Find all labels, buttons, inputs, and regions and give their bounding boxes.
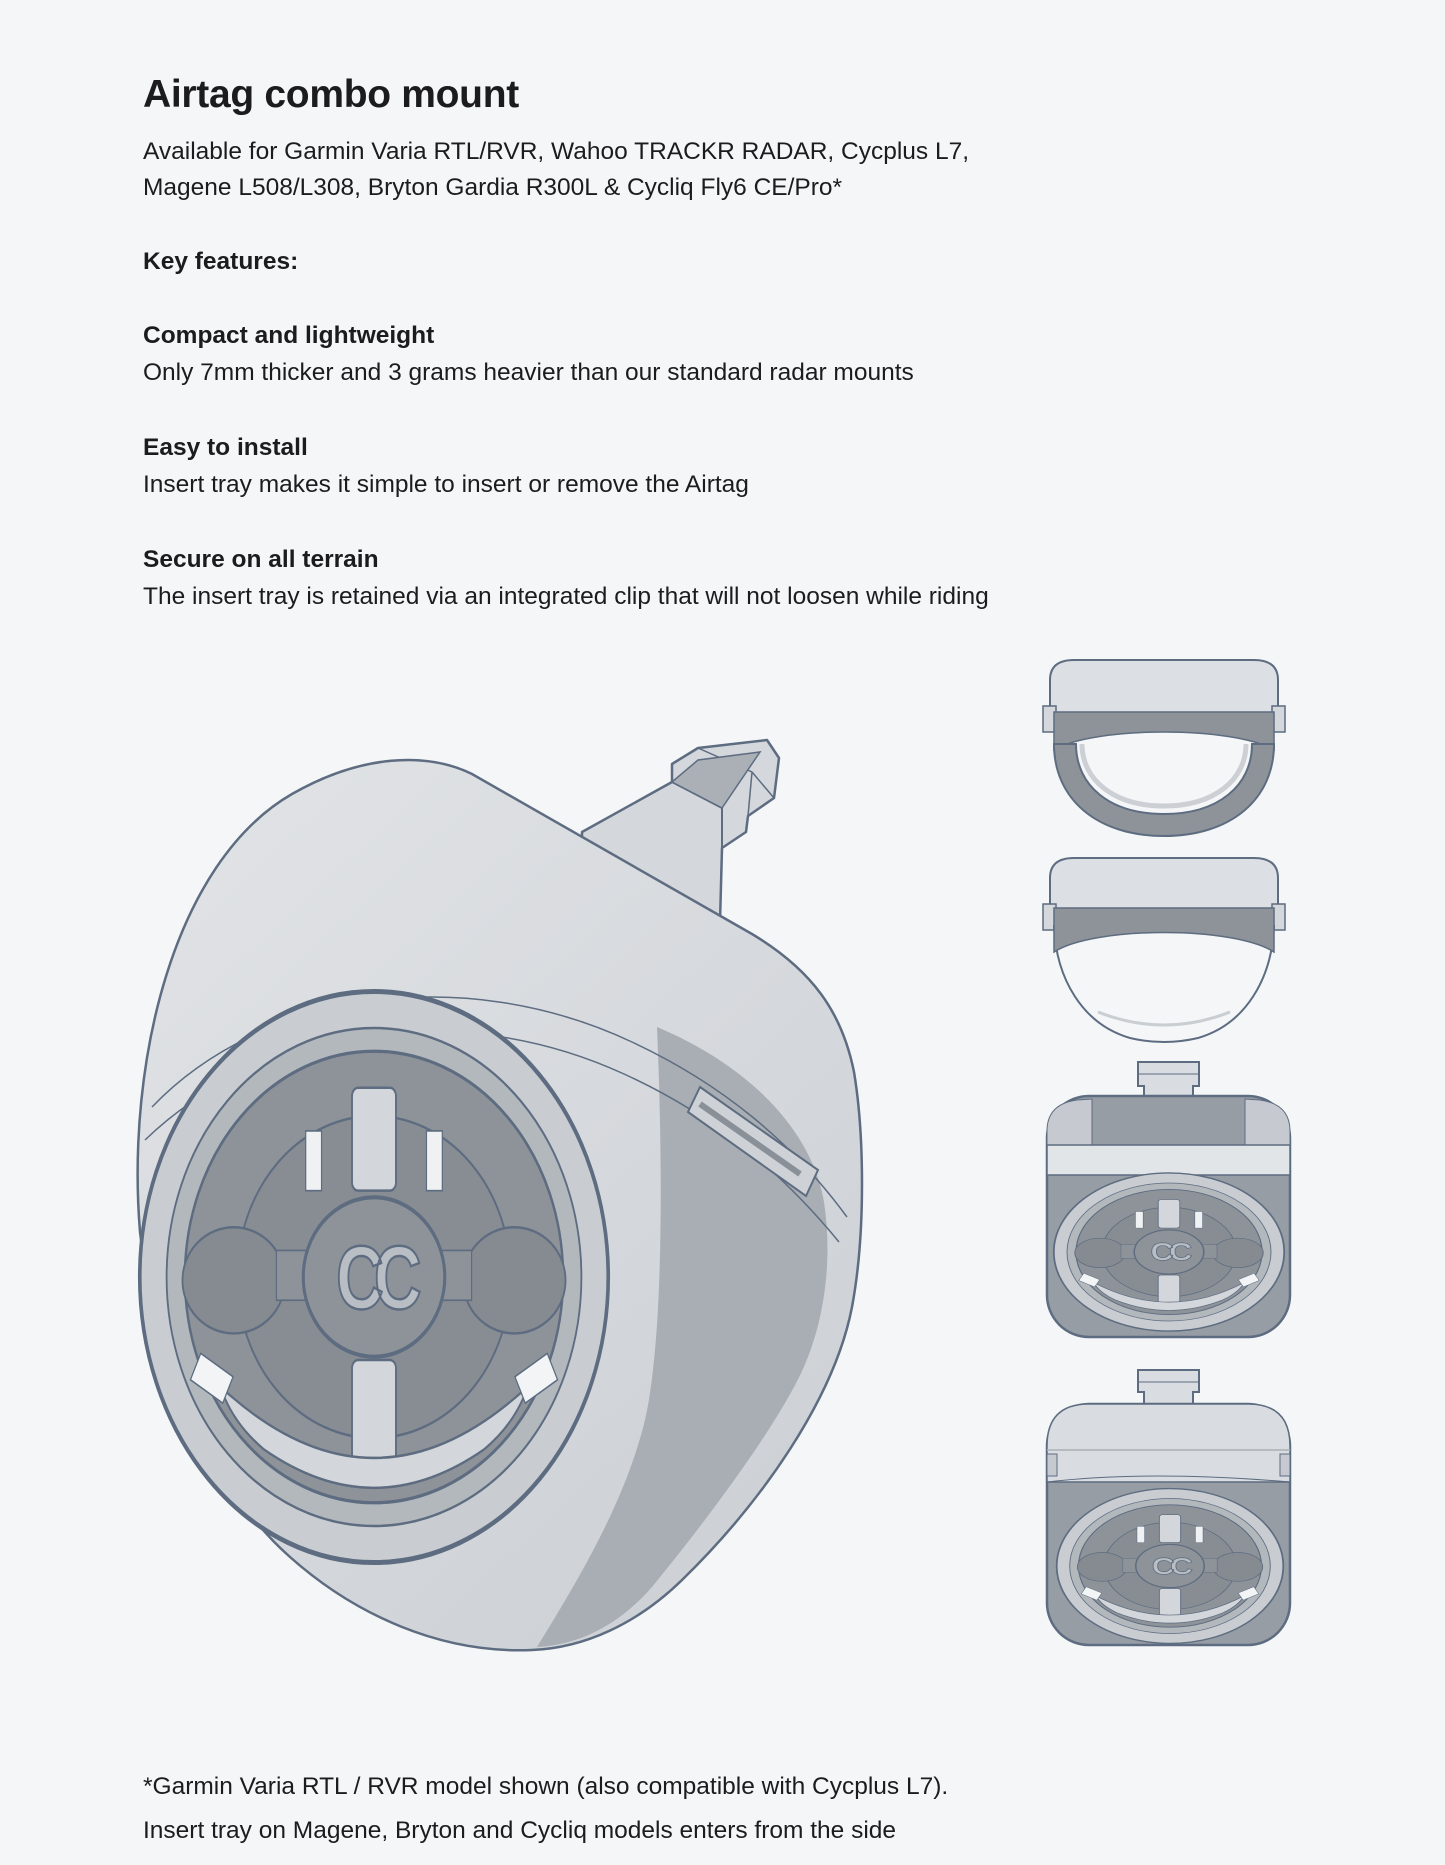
feature-secure xyxy=(143,544,1043,614)
compatibility-subtitle xyxy=(143,134,1043,206)
key-features-heading: Key features: xyxy=(143,248,299,275)
render-front-clip-svg xyxy=(1022,1056,1302,1356)
render-front-clip xyxy=(1022,1056,1302,1356)
feature-easy-install xyxy=(143,432,1043,502)
footnote-line-2: Insert tray on Magene, Bryton and Cycliq models enters from the side xyxy=(143,1816,897,1844)
render-side-profile-empty xyxy=(1038,650,1290,842)
subtitle-line-2: Magene L508/L308, Bryton Gardia R300L & Cycliq Fly6 CE/Pro* xyxy=(143,174,843,201)
main-render-isometric xyxy=(112,712,887,1662)
render-front-angled xyxy=(1022,1362,1302,1662)
footnote xyxy=(143,1765,948,1853)
product-copy xyxy=(143,72,1043,614)
subtitle-line-1: Available for Garmin Varia RTL/RVR, Wahoo TRACKR RADAR, Cycplus L7, xyxy=(143,138,970,165)
feature-title: Compact and lightweight xyxy=(143,322,435,349)
cap-top xyxy=(1050,660,1278,720)
render-side-tray-svg xyxy=(1038,848,1290,1048)
saddle-band xyxy=(1054,712,1274,750)
footnote-line-1: *Garmin Varia RTL / RVR model shown (also compatible with Cycplus L7). xyxy=(143,1772,949,1800)
feature-description: Only 7mm thicker and 3 grams heavier than our standard radar mounts xyxy=(143,359,914,386)
airtag-ring xyxy=(1054,744,1274,836)
feature-title: Easy to install xyxy=(143,434,308,461)
cap-top-face xyxy=(1047,1404,1290,1482)
cap-band xyxy=(1047,1145,1290,1175)
render-side-empty-svg xyxy=(1038,650,1290,842)
feature-description: The insert tray is retained via an integrated clip that will not loosen while riding xyxy=(143,583,989,610)
render-front-angled-svg xyxy=(1022,1362,1302,1662)
feature-compact xyxy=(143,320,1043,390)
feature-title: Secure on all terrain xyxy=(143,546,379,573)
render-side-profile-tray xyxy=(1038,848,1290,1048)
main-render-svg xyxy=(112,712,887,1662)
page-title: Airtag combo mount xyxy=(143,73,519,116)
feature-description: Insert tray makes it simple to insert or remove the Airtag xyxy=(143,471,749,498)
